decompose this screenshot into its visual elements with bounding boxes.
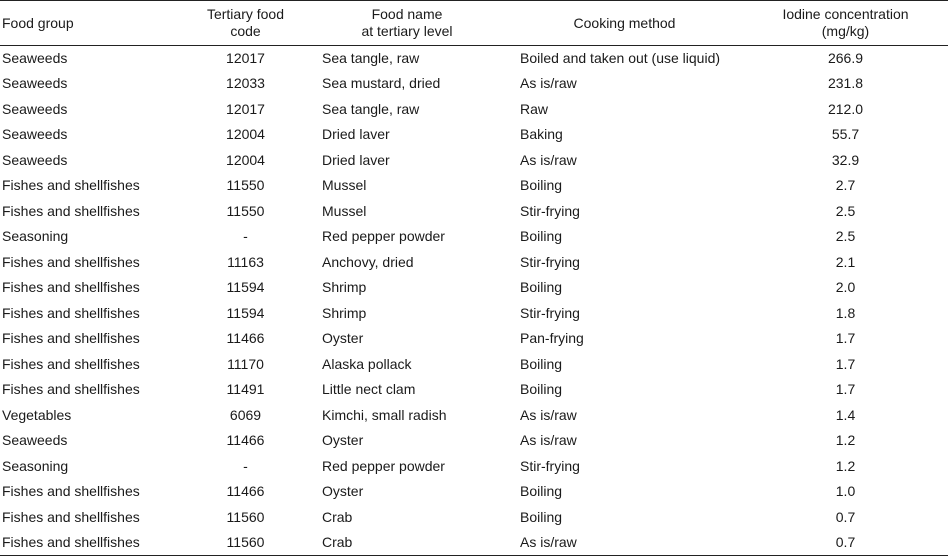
cell-iodine-concentration: 0.7 [743,530,948,556]
table-row [0,377,948,403]
cell-food-group: Fishes and shellfishes [2,355,140,372]
cell-cooking-method: Boiling [520,355,563,372]
cell-cooking-method: As is/raw [520,406,577,423]
table-row [0,173,948,199]
cell-tertiary-code: 11466 [226,330,265,347]
cell-food-name: Crab [308,530,506,556]
cell-food-name: Kimchi, small radish [322,406,447,423]
cell-tertiary-code: 12033 [226,75,265,92]
table-row [0,428,948,454]
cell-iodine-concentration: 266.9 [827,50,864,66]
cell-tertiary-code: - [243,457,248,474]
cell-food-name: Sea tangle, raw [322,100,420,117]
header-tertiary-code [183,1,308,46]
cell-food-group: Fishes and shellfishes [0,530,183,556]
header-code-line1: Tertiary food [206,6,285,22]
cell-tertiary-code: 11491 [226,381,265,398]
cell-iodine-concentration: 1.7 [835,355,856,372]
cell-cooking-method: Boiling [520,508,563,525]
header-iodine-line1: Iodine concentration [782,6,909,22]
cell-food-group: Fishes and shellfishes [2,330,140,347]
cell-iodine-concentration: 1.4 [835,406,856,423]
cell-food-group: Fishes and shellfishes [2,304,140,321]
cell-tertiary-code: 12017 [226,50,265,66]
cell-cooking-method: Boiled and taken out (use liquid) [520,50,721,66]
cell-food-name: Red pepper powder [322,228,445,245]
cell-tertiary-code: 11170 [227,355,264,372]
header-method-label: Cooking method [573,14,676,31]
cell-food-name: Oyster [322,432,364,449]
cell-iodine-concentration: 2.7 [835,177,856,194]
cell-iodine-concentration: 1.7 [835,330,856,347]
cell-iodine-concentration: 2.1 [835,253,856,270]
table-row [0,122,948,148]
cell-cooking-method: Baking [520,126,563,143]
cell-food-group: Fishes and shellfishes [2,279,140,296]
table-row [0,71,948,97]
cell-food-group: Seaweeds [2,126,68,143]
cell-food-name: Mussel [322,177,367,194]
table-row [0,275,948,301]
table-row [0,148,948,174]
cell-tertiary-code: 12004 [226,151,265,168]
header-row [0,1,948,46]
cell-food-name: Sea mustard, dried [322,75,441,92]
cell-cooking-method: Stir-frying [520,457,580,474]
cell-food-group: Seaweeds [2,100,68,117]
cell-food-group: Fishes and shellfishes [2,202,140,219]
table-row [0,301,948,327]
cell-food-name: Dried laver [322,151,390,168]
cell-tertiary-code: 11163 [227,253,264,270]
table-row [0,454,948,480]
cell-tertiary-code: 6069 [229,406,262,423]
cell-tertiary-code: 11594 [226,304,265,321]
cell-cooking-method: Stir-frying [520,202,580,219]
header-iodine-line2: (mg/kg) [821,23,870,39]
cell-cooking-method: As is/raw [520,432,577,449]
cell-food-group: Seasoning [2,228,69,245]
cell-iodine-concentration: 55.7 [831,126,860,143]
cell-tertiary-code: 11466 [226,483,265,500]
cell-food-group: Fishes and shellfishes [2,253,140,270]
cell-tertiary-code: - [243,228,248,245]
table-row [0,250,948,276]
cell-iodine-concentration: 231.8 [827,75,864,92]
cell-food-name: Shrimp [322,304,367,321]
cell-iodine-concentration: 212.0 [827,100,864,117]
cell-iodine-concentration: 0.7 [835,508,856,525]
cell-tertiary-code: 11550 [226,202,265,219]
cell-iodine-concentration: 1.8 [835,304,856,321]
header-name-line1: Food name [371,6,443,22]
cell-food-group: Seaweeds [2,432,68,449]
table-row [0,326,948,352]
cell-food-group: Fishes and shellfishes [2,508,140,525]
cell-iodine-concentration: 2.5 [835,228,856,245]
cell-iodine-concentration: 1.0 [835,483,856,500]
cell-cooking-method: Boiling [520,381,563,398]
cell-tertiary-code: 11594 [226,279,265,296]
header-code-line2: code [230,23,261,39]
cell-tertiary-code: 11550 [226,177,265,194]
cell-food-name: Little nect clam [322,381,416,398]
cell-iodine-concentration: 2.0 [835,279,856,296]
cell-food-name: Oyster [322,483,364,500]
cell-food-group: Fishes and shellfishes [2,177,140,194]
cell-food-group: Seasoning [2,457,69,474]
cell-food-name: Mussel [322,202,367,219]
cell-cooking-method: Boiling [520,228,563,245]
cell-tertiary-code: 11466 [226,432,265,449]
table-body [0,46,948,556]
cell-cooking-method: Boiling [520,483,563,500]
cell-food-group: Fishes and shellfishes [2,483,140,500]
cell-food-name: Oyster [322,330,364,347]
cell-iodine-concentration: 2.5 [835,202,856,219]
table-row [0,352,948,378]
cell-food-group: Seaweeds [2,75,68,92]
header-iodine-concentration [743,1,948,46]
table-row [0,97,948,123]
cell-cooking-method: Boiling [520,177,563,194]
cell-tertiary-code: 11560 [226,508,265,525]
cell-cooking-method: Stir-frying [520,304,580,321]
header-food-name [308,1,506,46]
cell-food-name: Alaska pollack [322,355,412,372]
cell-cooking-method: As is/raw [520,75,577,92]
cell-cooking-method: Pan-frying [520,330,584,347]
cell-food-name: Sea tangle, raw [322,50,420,66]
cell-food-name: Anchovy, dried [322,253,414,270]
table-header [0,1,948,46]
cell-tertiary-code: 12017 [226,100,265,117]
cell-iodine-concentration: 1.7 [835,381,856,398]
table-row [0,199,948,225]
cell-tertiary-code: 12004 [226,126,265,143]
header-food-group-label: Food group [2,14,74,31]
cell-food-name: Shrimp [322,279,367,296]
header-food-group [0,1,183,46]
cell-food-group: Seaweeds [2,151,68,168]
cell-cooking-method: As is/raw [506,530,743,556]
cell-food-group: Seaweeds [2,50,68,66]
table-row [0,224,948,250]
cell-cooking-method: Raw [520,100,549,117]
header-cooking-method [506,1,743,46]
cell-cooking-method: Boiling [520,279,563,296]
cell-tertiary-code: 11560 [183,530,308,556]
table-row [0,479,948,505]
cell-iodine-concentration: 32.9 [831,151,860,168]
table-row [0,403,948,429]
header-name-line2: at tertiary level [361,23,453,39]
cell-food-name: Dried laver [322,126,390,143]
cell-food-name: Red pepper powder [322,457,445,474]
cell-cooking-method: As is/raw [520,151,577,168]
cell-iodine-concentration: 1.2 [835,432,856,449]
cell-cooking-method: Stir-frying [520,253,580,270]
cell-food-group: Vegetables [2,406,72,423]
table-row [0,505,948,531]
cell-iodine-concentration: 1.2 [835,457,856,474]
table-row [0,46,948,72]
cell-food-name: Crab [322,508,353,525]
table-row [0,530,948,556]
cell-food-group: Fishes and shellfishes [2,381,140,398]
